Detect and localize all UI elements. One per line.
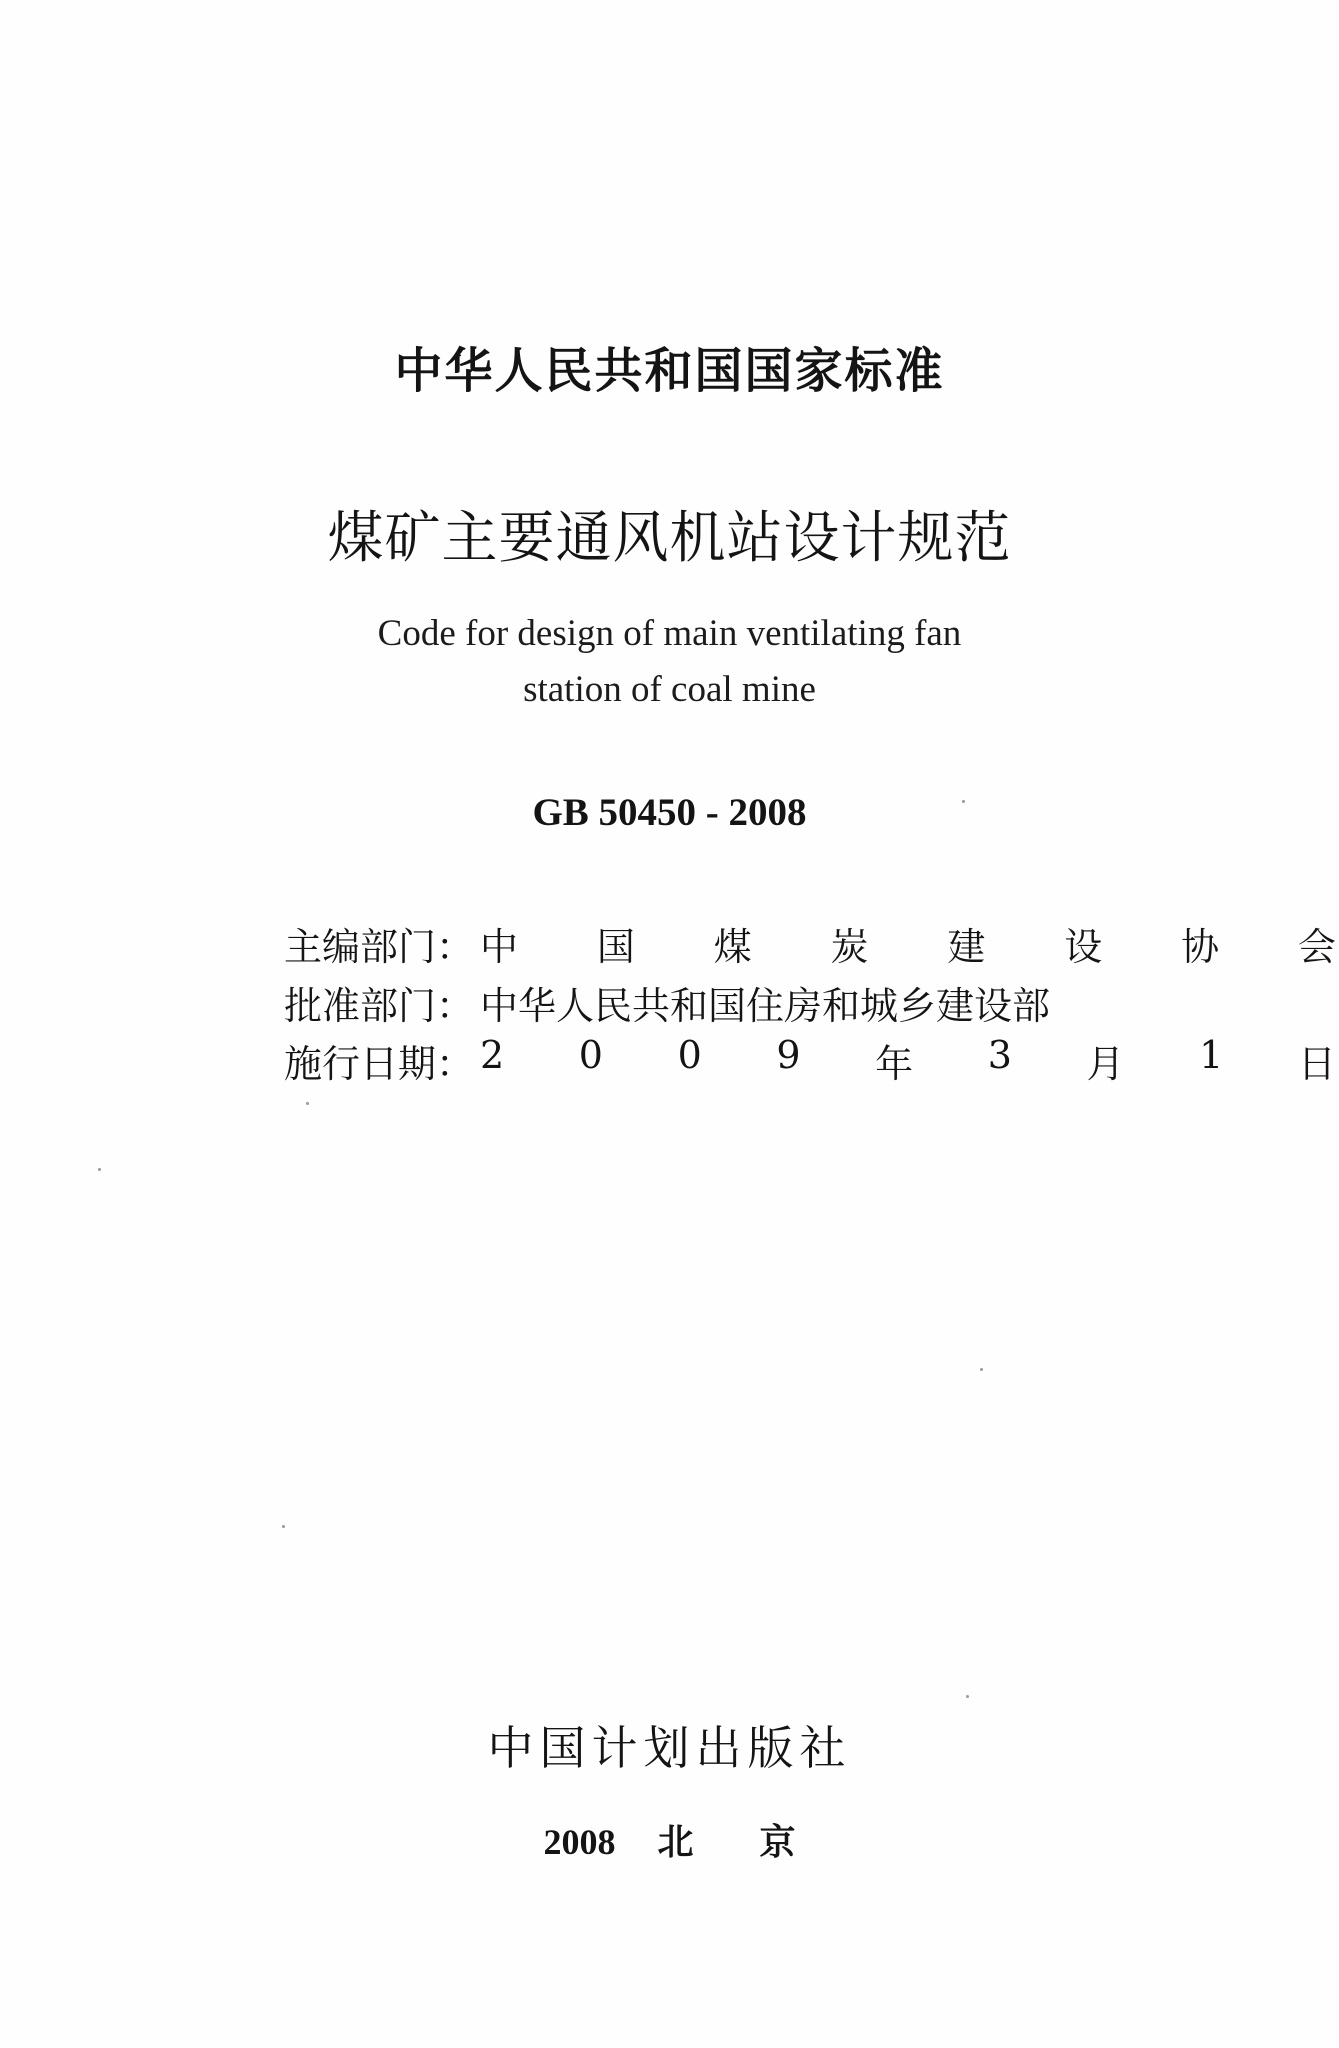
date-char: 9 bbox=[776, 1033, 801, 1077]
date-char: 0 bbox=[578, 1033, 603, 1077]
editor-char: 国 bbox=[596, 925, 635, 969]
scan-speck bbox=[282, 1525, 285, 1528]
imprint-city-char: 京 bbox=[759, 1822, 796, 1862]
scan-speck bbox=[966, 1695, 969, 1698]
date-char: 日 bbox=[1297, 1042, 1336, 1086]
info-row-editor bbox=[284, 916, 1336, 969]
date-char: 3 bbox=[987, 1033, 1012, 1077]
scan-speck bbox=[962, 800, 965, 803]
info-row-effective-date bbox=[284, 1033, 1336, 1086]
editor-char: 设 bbox=[1064, 925, 1103, 969]
publisher-name: 中国计划出版社 bbox=[487, 1721, 852, 1775]
document-title-english-line1: Code for design of main ventilating fan bbox=[377, 613, 962, 654]
editor-value bbox=[480, 916, 1336, 971]
approver-value: 中华人民共和国住房和城乡建设部 bbox=[480, 984, 1051, 1028]
standard-code: GB 50450 - 2008 bbox=[532, 791, 807, 834]
effective-date-label: 施行日期： bbox=[284, 1042, 475, 1086]
imprint-city-char: 北 bbox=[657, 1822, 694, 1862]
editor-char: 建 bbox=[947, 925, 986, 969]
date-char: 年 bbox=[875, 1042, 914, 1086]
date-char: 1 bbox=[1199, 1033, 1224, 1077]
date-char: 月 bbox=[1086, 1042, 1125, 1086]
approver-label: 批准部门： bbox=[284, 984, 475, 1028]
date-char: 0 bbox=[677, 1033, 702, 1077]
scan-speck bbox=[980, 1368, 983, 1371]
scan-speck bbox=[306, 1102, 309, 1105]
info-row-approver bbox=[284, 975, 1064, 1028]
document-title-english-line2: station of coal mine bbox=[523, 669, 816, 710]
date-char: 2 bbox=[480, 1033, 505, 1077]
editor-char: 协 bbox=[1181, 925, 1220, 969]
document-title-chinese: 煤矿主要通风机站设计规范 bbox=[327, 506, 1012, 571]
standard-type-heading: 中华人民共和国国家标准 bbox=[394, 343, 945, 399]
imprint-year: 2008 bbox=[543, 1822, 616, 1862]
scan-speck bbox=[98, 1168, 101, 1171]
editor-char: 炭 bbox=[830, 925, 869, 969]
imprint-line bbox=[0, 1814, 1339, 1865]
editor-char: 会 bbox=[1297, 925, 1336, 969]
editor-char: 煤 bbox=[713, 925, 752, 969]
editor-label: 主编部门： bbox=[284, 925, 475, 969]
effective-date-value bbox=[480, 1033, 1336, 1088]
editor-char: 中 bbox=[480, 925, 519, 969]
